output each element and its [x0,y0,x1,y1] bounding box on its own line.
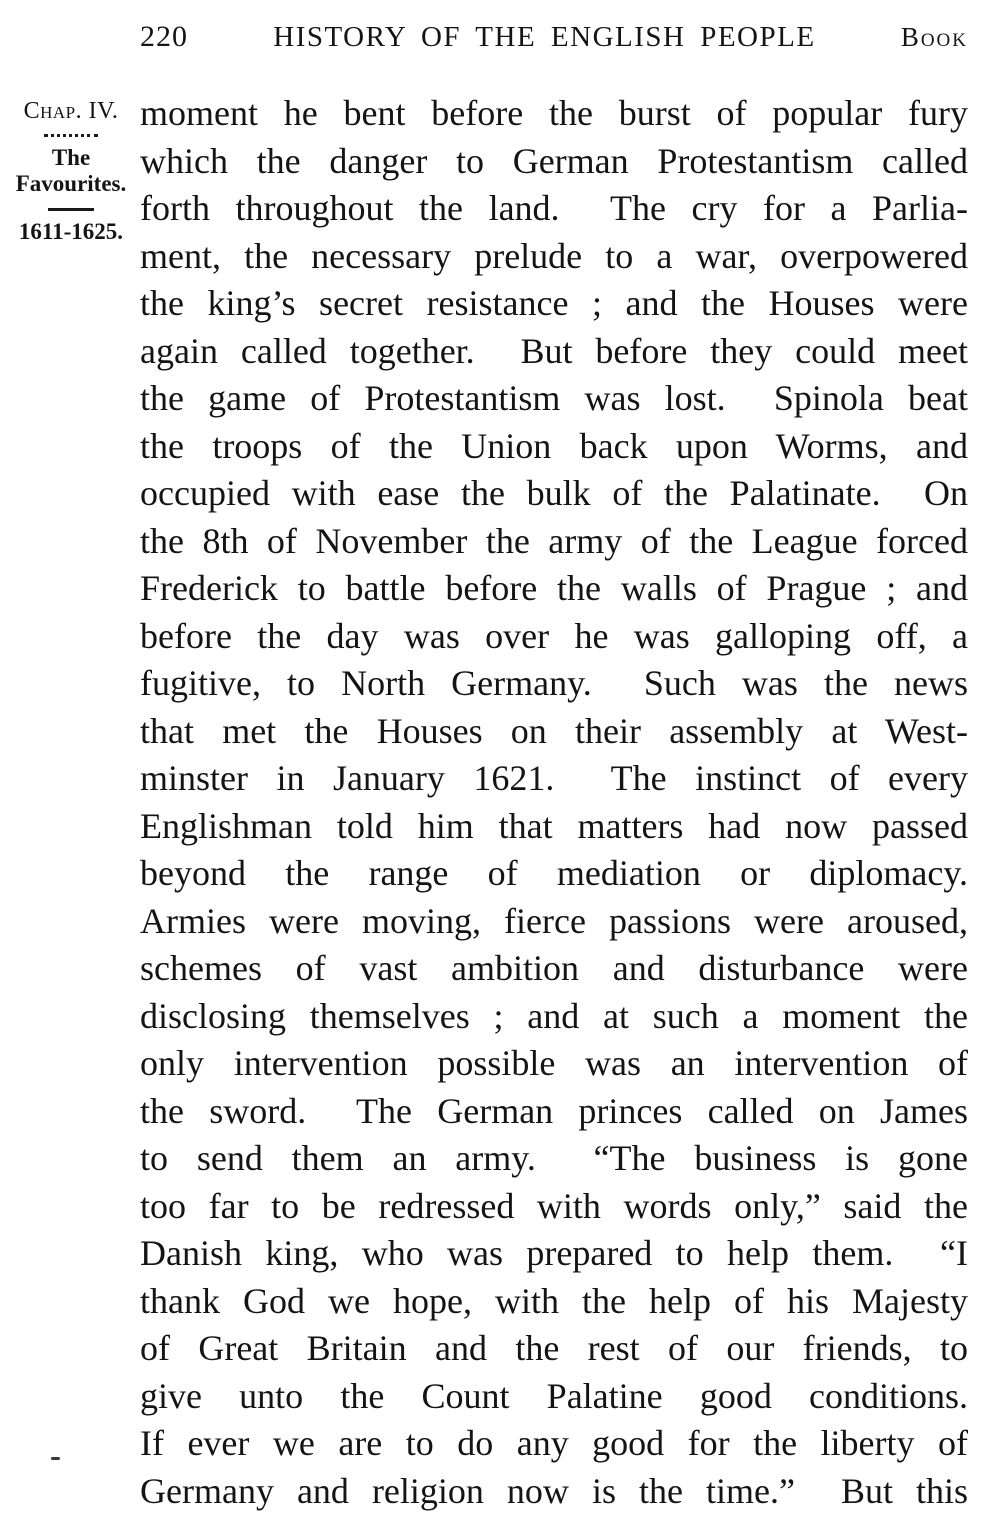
text-line: that met the Houses on their assembly at West- [140,710,968,751]
text-line: Frederick to battle before the walls of Prague ; and [140,568,968,608]
text-line: beyond the range of mediation or diplomacy. [140,853,968,893]
text-line: give unto the Count Palatine good conditions. [140,1375,968,1416]
dash-rule [48,208,94,211]
text-line: only intervention possible was an intervention of [140,1043,968,1083]
page-number: 220 [140,20,188,53]
text-line: Danish king, who was prepared to help them. “I [140,1233,968,1273]
running-header [140,20,968,54]
text-line: moment he bent before the burst of popular fury [140,93,968,133]
text-line: schemes of vast ambition and disturbance were [140,948,968,988]
text-line: Englishman told him that matters had now passed [140,805,968,846]
margin-notes [0,98,142,244]
text-line: fugitive, to North Germany. Such was the news [140,663,968,703]
text-line: Germany and religion now is the time.” But this [140,1470,968,1511]
text-line: the 8th of November the army of the League forced [140,520,968,561]
text-line: minster in January 1621. The instinct of every [140,758,968,798]
text-line: which the danger to German Protestantism called [140,140,968,181]
text-line: to send them an army. “The business is gone [140,1138,968,1178]
margin-heading: The Favourites. [15,145,127,196]
text-line: thank God we hope, with the help of his Majesty [140,1280,968,1321]
text-line: disclosing themselves ; and at such a moment the [140,995,968,1036]
text-line: of Great Britain and the rest of our friends, to [140,1328,968,1368]
body-text [140,90,968,1515]
text-line: the sword. The German princes called on James [140,1090,968,1131]
text-line: before the day was over he was galloping off, a [140,615,968,656]
chapter-note: Chap. IV. [23,98,119,124]
text-line: Armies were moving, fierce passions were aroused, [140,900,968,941]
text-line: the troops of the Union back upon Worms, and [140,425,968,466]
scan-artifact [51,1457,60,1460]
text-line: the king’s secret resistance ; and the Houses were [140,283,968,323]
book-label: Book [900,22,968,52]
text-line: If ever we are to do any good for the liberty of [140,1423,968,1463]
margin-date-range: 1611-1625. [18,219,124,244]
running-title: HISTORY OF THE ENGLISH PEOPLE [273,21,816,53]
text-line: the game of Protestantism was lost. Spinola beat [140,378,968,418]
text-line: too far to be redressed with words only,” said the [140,1185,968,1226]
text-line: again called together. But before they could meet [140,330,968,371]
dotted-rule [44,134,98,137]
text-line: ment, the necessary prelude to a war, overpowered [140,235,968,276]
text-line: forth throughout the land. The cry for a Parlia- [140,188,968,228]
text-line: occupied with ease the bulk of the Palatinate. On [140,473,968,513]
